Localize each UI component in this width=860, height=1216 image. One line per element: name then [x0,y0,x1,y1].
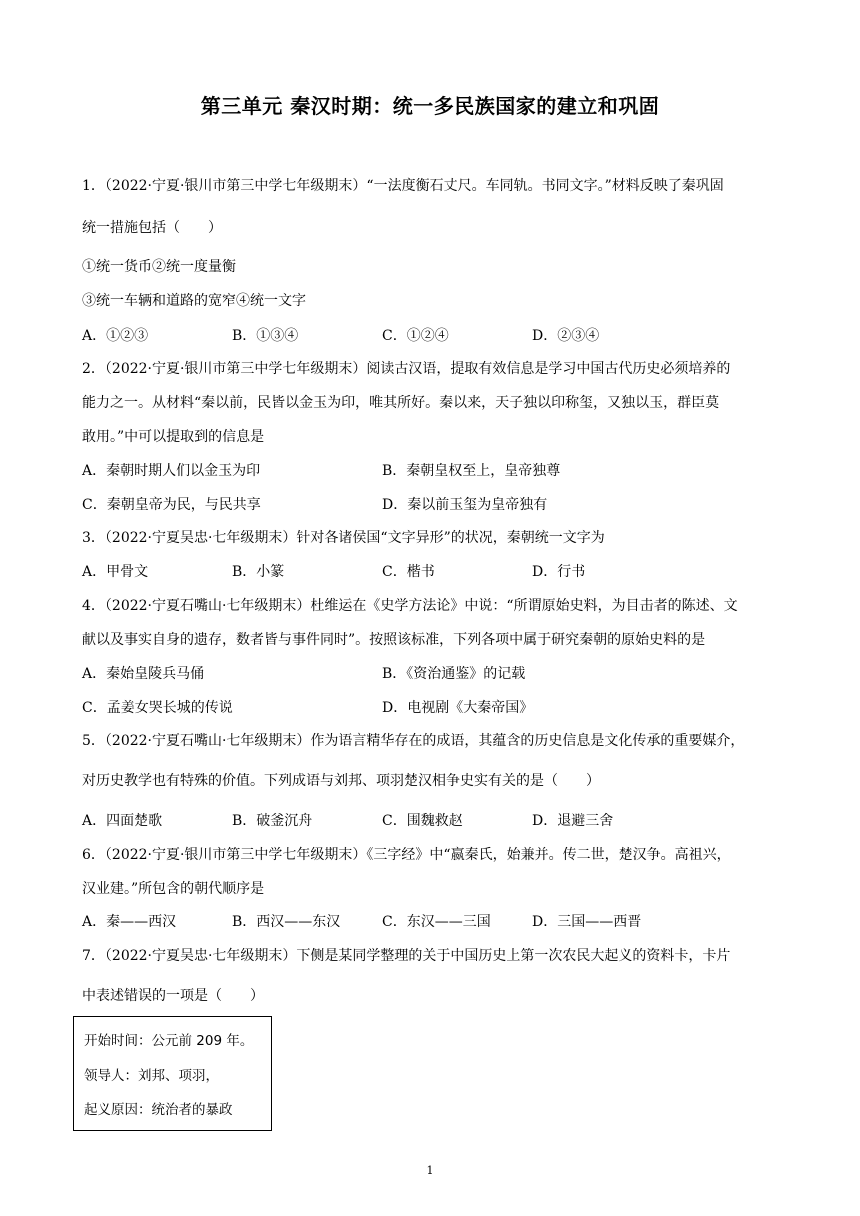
q3-option-b: B．小篆 [232,564,285,580]
q1-line-2: 统一措施包括（ ） [82,220,222,236]
q4-option-b: B．《资治通鉴》的记载 [382,666,526,682]
q6-option-b: B．西汉——东汉 [232,914,341,930]
q2-option-d: D．秦以前玉玺为皇帝独有 [382,497,548,513]
q4-option-d: D．电视剧《大秦帝国》 [382,700,534,716]
q4-option-a: A．秦始皇陵兵马俑 [82,666,205,682]
q1-option-d: D．②③④ [532,328,600,344]
q3-line-1: 3．（2022·宁夏吴忠·七年级期末）针对各诸侯国“文字异形”的状况，秦朝统一文字为 [82,530,605,546]
card-start-time: 开始时间：公元前 209 年。 [84,1033,254,1049]
q4-option-c: C．孟姜女哭长城的传说 [82,700,233,716]
q2-line-1: 2．（2022·宁夏·银川市第三中学七年级期末）阅读古汉语，提取有效信息是学习中国古代历史必须培养的 [82,361,731,377]
q5-option-c: C．围魏救赵 [382,813,463,829]
q2-option-b: B．秦朝皇权至上，皇帝独尊 [382,463,561,479]
q6-option-a: A．秦——西汉 [82,914,177,930]
q3-option-c: C．楷书 [382,564,435,580]
q1-option-a: A．①②③ [82,328,149,344]
q1-item-1: ①统一货币②统一度量衡 [82,259,236,275]
page-number: 1 [426,1164,434,1177]
q2-option-c: C．秦朝皇帝为民，与民共享 [82,497,261,513]
q5-option-b: B．破釜沉舟 [232,813,313,829]
card-leaders: 领导人：刘邦、项羽， [84,1068,219,1084]
q3-option-a: A．甲骨文 [82,564,149,580]
q6-line-1: 6．（2022·宁夏·银川市第三中学七年级期末）《三字经》中“嬴秦氏，始兼并。传二世，楚汉争。高祖兴， [82,847,731,863]
uprising-info-card [73,1016,272,1131]
q1-option-b: B．①③④ [232,328,299,344]
q5-line-1: 5．（2022·宁夏石嘴山·七年级期末）作为语言精华存在的成语，其蕴含的历史信息是文化传承的重要媒介， [82,733,745,749]
q3-option-d: D．行书 [532,564,586,580]
q1-option-c: C．①②④ [382,328,449,344]
q4-line-1: 4．（2022·宁夏石嘴山·七年级期末）杜维运在《史学方法论》中说：“所谓原始史料，为目击者的陈述、文 [82,598,738,614]
q1-line-1: 1．（2022·宁夏·银川市第三中学七年级期末）“一法度衡石丈尺。车同轨。书同文字。”材料反映了秦巩固 [82,178,724,194]
card-cause: 起义原因：统治者的暴政 [84,1102,233,1118]
q5-option-d: D．退避三舍 [532,813,614,829]
q1-item-2: ③统一车辆和道路的宽窄④统一文字 [82,293,306,309]
q2-line-3: 敢用。”中可以提取到的信息是 [82,429,265,445]
q5-line-2: 对历史教学也有特殊的价值。下列成语与刘邦、项羽楚汉相争史实有关的是（ ） [82,773,600,789]
q7-line-1: 7．（2022·宁夏吴忠·七年级期末）下侧是某同学整理的关于中国历史上第一次农民大起义的资料卡，卡片 [82,948,731,964]
q6-option-c: C．东汉——三国 [382,914,491,930]
page-title: 第三单元 秦汉时期：统一多民族国家的建立和巩固 [200,94,660,118]
q7-line-2: 中表述错误的一项是（ ） [82,988,264,1004]
q6-option-d: D．三国——西晋 [532,914,642,930]
q5-option-a: A．四面楚歌 [82,813,163,829]
q2-line-2: 能力之一。从材料“秦以前，民皆以金玉为印，唯其所好。秦以来，天子独以印称玺，又独以玉，群臣莫 [82,395,720,411]
q4-line-2: 献以及事实自身的遗存，数者皆与事件同时”。按照该标准，下列各项中属于研究秦朝的原始史料的是 [82,632,706,648]
q2-option-a: A．秦朝时期人们以金玉为印 [82,463,261,479]
q6-line-2: 汉业建。”所包含的朝代顺序是 [82,881,265,897]
